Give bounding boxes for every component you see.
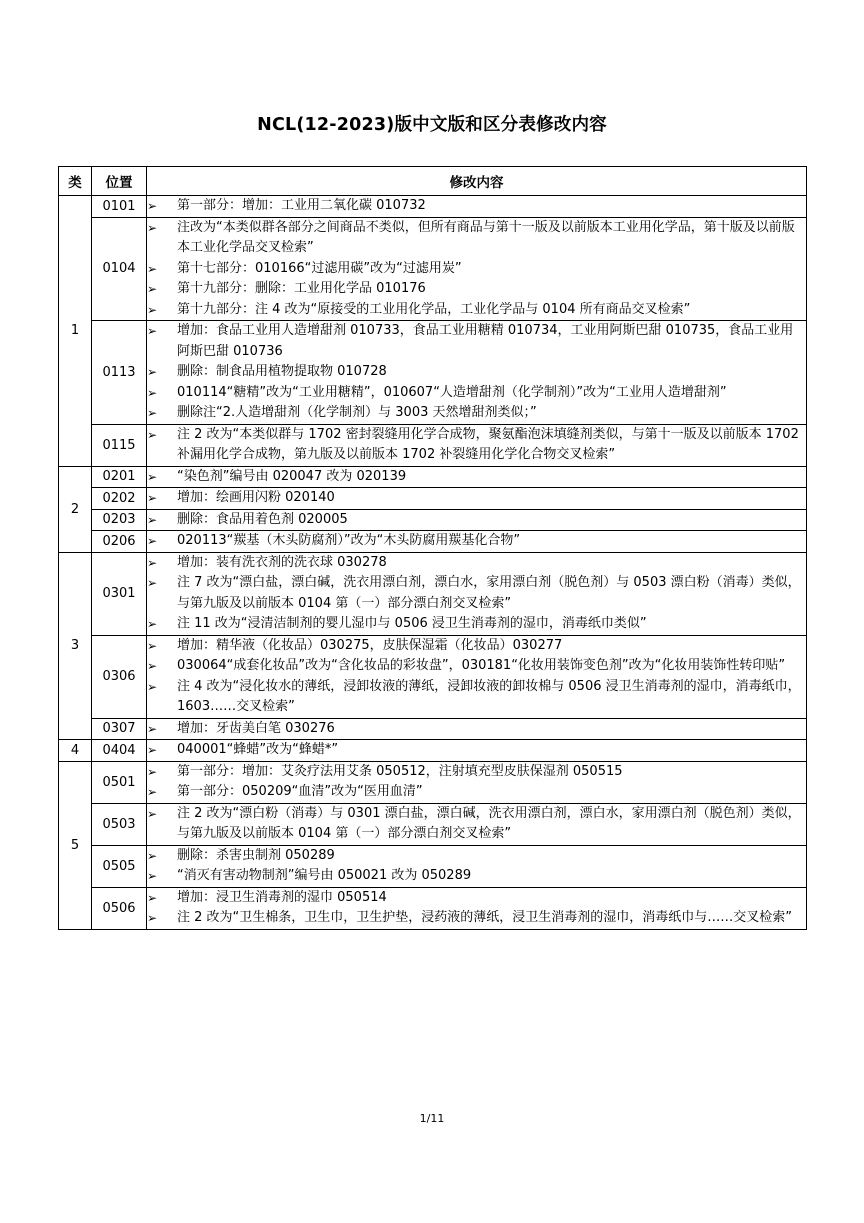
table-row [59,321,807,425]
list-item [147,425,806,466]
table-row [59,635,807,718]
list-item [147,866,806,887]
position-cell: 0113 [92,321,147,425]
arrow-bullet-icon: ➢ [147,806,158,821]
list-item [147,553,806,574]
table-row [59,424,807,466]
table-row [59,803,807,845]
list-item [147,677,806,718]
arrow-bullet-icon: ➢ [147,638,158,653]
item-text: 030064“成套化妆品”改为“含化妆品的彩妆盘”，030181“化妆用装饰变色剂”改为“化妆用装饰性转印贴” [177,658,786,673]
table-row [59,509,807,531]
table-row [59,217,807,321]
arrow-bullet-icon: ➢ [147,406,158,420]
list-item [147,403,806,424]
content-cell [147,196,807,218]
table-header-row [59,167,807,196]
content-cell [147,845,807,887]
table-row [59,887,807,929]
arrow-bullet-icon: ➢ [147,427,158,442]
position-cell: 0101 [92,196,147,218]
item-text: 040001“蜂蜡”改为“蜂蜡*” [177,742,339,757]
list-item [147,218,806,259]
list-item [147,300,806,321]
arrow-bullet-icon: ➢ [147,679,158,694]
list-item [147,804,806,845]
content-cell [147,635,807,718]
arrow-bullet-icon: ➢ [147,659,158,673]
position-cell: 0104 [92,217,147,321]
arrow-bullet-icon: ➢ [147,617,158,631]
position-cell: 0306 [92,635,147,718]
list-item [147,656,806,677]
position-cell: 0503 [92,803,147,845]
arrow-bullet-icon: ➢ [147,785,158,799]
item-text: 删除：杀害虫制剂 050289 [177,847,335,863]
class-number-cell: 2 [59,466,92,552]
item-text: 第十九部分：注 4 改为“原接受的工业用化学品，工业化学品与 0104 所有商品交叉检索” [177,301,691,317]
content-cell [147,803,807,845]
table-row [59,845,807,887]
item-text: 注 7 改为“漂白盐，漂白碱，洗衣用漂白剂，漂白水，家用漂白剂（脱色剂）与 0503 漂白粉（消毒）类似，与第九版及以前版本 0104 第（一）部分漂白剂交叉检索” [177,575,801,611]
content-cell [147,217,807,321]
item-text: 注 2 改为“卫生棉条，卫生巾，卫生护垫，浸药液的薄纸，浸卫生消毒剂的湿巾，消毒纸巾与……交叉检索” [177,910,793,925]
list-item [147,782,806,803]
arrow-bullet-icon: ➢ [147,302,158,317]
page-number: 1/11 [419,1112,445,1125]
content-cell [147,718,807,740]
list-item [147,573,806,614]
list-item [147,488,806,509]
arrow-bullet-icon: ➢ [147,220,158,235]
table-row [59,196,807,218]
table-row [59,552,807,635]
item-text: 增加：绘画用闪粉 020140 [177,490,335,505]
arrow-bullet-icon: ➢ [147,764,158,779]
header-class: 类 [59,167,92,196]
content-cell [147,761,807,803]
content-cell [147,488,807,510]
position-cell: 0202 [92,488,147,510]
position-cell: 0506 [92,887,147,929]
page-title: NCL(12-2023)版中文版和区分表修改内容 [257,115,607,135]
arrow-bullet-icon: ➢ [147,869,158,883]
list-item [147,636,806,657]
item-text: 删除注“2.人造增甜剂（化学制剂）与 3003 天然增甜剂类似；” [177,405,537,420]
arrow-bullet-icon: ➢ [147,199,158,213]
list-item [147,762,806,783]
list-item [147,196,806,217]
item-text: 第十七部分：010166“过滤用碳”改为“过滤用炭” [177,260,462,276]
arrow-bullet-icon: ➢ [147,743,158,757]
list-item [147,510,806,531]
arrow-bullet-icon: ➢ [147,469,158,484]
header-position: 位置 [92,167,147,196]
item-text: 删除：食品用着色剂 020005 [177,511,348,527]
item-text: 010114“糖精”改为“工业用糖精”，010607“人造增甜剂（化学制剂）”改为“工业用人造增甜剂” [177,384,727,400]
arrow-bullet-icon: ➢ [147,911,158,925]
position-cell: 0404 [92,740,147,762]
position-cell: 0115 [92,424,147,466]
item-text: 第一部分：增加：艾灸疗法用艾条 050512，注射填充型皮肤保湿剂 050515 [177,763,623,779]
item-text: 注改为“本类似群各部分之间商品不类似，但所有商品与第十一版及以前版本工业用化学品，第十版及以前版本工业化学品交叉检索” [177,219,795,255]
item-text: 注 11 改为“浸清洁制剂的婴儿湿巾与 0506 浸卫生消毒剂的湿巾，消毒纸巾类似” [177,616,647,631]
content-cell [147,740,807,762]
arrow-bullet-icon: ➢ [147,848,158,863]
item-text: “消灭有害动物制剂”编号由 050021 改为 050289 [177,868,472,883]
position-cell: 0501 [92,761,147,803]
item-text: 第十九部分：删除：工业用化学品 010176 [177,281,426,296]
content-cell [147,552,807,635]
arrow-bullet-icon: ➢ [147,261,158,276]
list-item [147,719,806,740]
list-item [147,279,806,300]
arrow-bullet-icon: ➢ [147,512,158,527]
list-item [147,321,806,362]
table-body [59,196,807,930]
item-text: 增加：食品工业用人造增甜剂 010733，食品工业用糖精 010734，工业用阿斯巴甜 010735，食品工业用阿斯巴甜 010736 [177,323,794,359]
class-number-cell: 5 [59,761,92,929]
item-text: 注 2 改为“本类似群与 1702 密封裂缝用化学合成物，聚氨酯泡沫填缝剂类似，与第十一版及以前版本 1702 补漏用化学合成物，第九版及以前版本 1702 补裂缝用化学化合物交叉检索” [177,426,799,462]
class-number-cell: 4 [59,740,92,762]
arrow-bullet-icon: ➢ [147,576,158,590]
content-cell [147,509,807,531]
item-text: 第一部分：050209“血清”改为“医用血清” [177,784,423,799]
table-row [59,718,807,740]
class-number-cell: 1 [59,196,92,467]
list-item [147,259,806,280]
position-cell: 0505 [92,845,147,887]
arrow-bullet-icon: ➢ [147,491,158,505]
item-text: 注 4 改为“浸化妆水的薄纸，浸卸妆液的薄纸，浸卸妆液的卸妆棉与 0506 浸卫生消毒剂的湿巾，消毒纸巾，1603……交叉检索” [177,678,801,714]
position-cell: 0203 [92,509,147,531]
item-text: 删除：制食品用植物提取物 010728 [177,364,387,379]
item-text: 增加：装有洗衣剂的洗衣球 030278 [177,554,387,570]
arrow-bullet-icon: ➢ [147,324,158,338]
list-item [147,362,806,383]
list-item [147,614,806,635]
table-row [59,466,807,488]
content-cell [147,424,807,466]
list-item [147,908,806,929]
arrow-bullet-icon: ➢ [147,385,158,400]
content-cell [147,466,807,488]
arrow-bullet-icon: ➢ [147,721,158,736]
arrow-bullet-icon: ➢ [147,282,158,296]
position-cell: 0301 [92,552,147,635]
item-text: “染色剂”编号由 020047 改为 020139 [177,468,407,484]
content-cell [147,321,807,425]
table-row [59,488,807,510]
list-item [147,888,806,909]
position-cell: 0206 [92,531,147,553]
arrow-bullet-icon: ➢ [147,365,158,379]
item-text: 增加：精华液（化妆品）030275，皮肤保湿霜（化妆品）030277 [177,637,563,653]
revision-table [58,166,807,930]
item-text: 020113“羰基（木头防腐剂）”改为“木头防腐用羰基化合物” [177,533,521,548]
list-item [147,383,806,404]
header-content: 修改内容 [147,167,807,196]
arrow-bullet-icon: ➢ [147,890,158,905]
arrow-bullet-icon: ➢ [147,555,158,570]
item-text: 增加：浸卫生消毒剂的湿巾 050514 [177,889,387,905]
content-cell [147,887,807,929]
content-cell [147,531,807,553]
arrow-bullet-icon: ➢ [147,534,158,548]
position-cell: 0201 [92,466,147,488]
item-text: 第一部分：增加：工业用二氧化碳 010732 [177,198,426,213]
list-item [147,740,806,761]
list-item [147,467,806,488]
list-item [147,846,806,867]
table-row [59,531,807,553]
table-row [59,761,807,803]
list-item [147,531,806,552]
table-row [59,740,807,762]
position-cell: 0307 [92,718,147,740]
item-text: 增加：牙齿美白笔 030276 [177,720,335,736]
item-text: 注 2 改为“漂白粉（消毒）与 0301 漂白盐，漂白碱，洗衣用漂白剂，漂白水，家用漂白剂（脱色剂）类似，与第九版及以前版本 0104 第（一）部分漂白剂交叉检索” [177,805,801,841]
class-number-cell: 3 [59,552,92,740]
